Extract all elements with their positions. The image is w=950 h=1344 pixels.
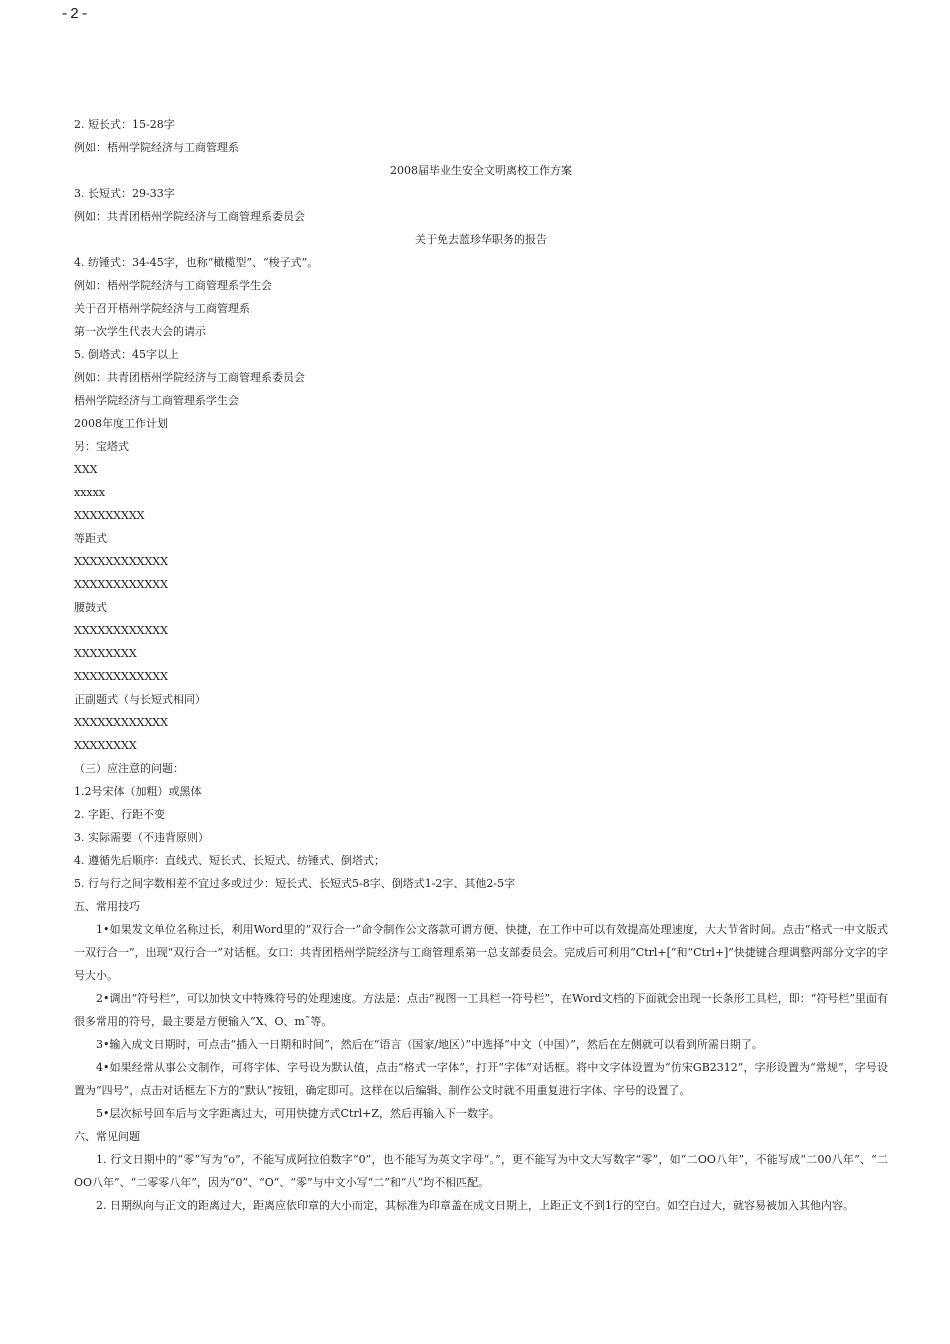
section-heading: 六、常见问题	[74, 1130, 140, 1143]
text-line: 另：宝塔式	[74, 440, 129, 453]
text-line: （三）应注意的问题：	[74, 762, 184, 775]
text-line: xxxxx	[74, 486, 106, 499]
text-line: 1.2号宋体（加粗）或黑体	[74, 785, 202, 798]
tip-paragraph: 5•层次标号回车后与文字距离过大，可用快捷方式Ctrl+Z，然后再输入下一数字。	[96, 1107, 500, 1120]
text-line: 3. 长短式：29-33字	[74, 187, 175, 200]
tip-paragraph: 2•调出“符号栏”，可以加快文中特殊符号的处理速度。方法是：点击“视图一工具栏一符号栏”，在Word文档的下面就会出现一长条形工具栏，即：“符号栏”里面有很多常用的符号，最主要是方便输入“X、O、m˜等。	[74, 992, 888, 1028]
text-line: 例如：梧州学院经济与工商管理系学生会	[74, 279, 272, 292]
section-heading: 五、常用技巧	[74, 900, 140, 913]
text-line: XXXXXXXXXXXX	[74, 578, 168, 591]
tip-paragraph: 3•输入成文日期时，可点击“插入一日期和时间”，然后在“语言（国家/地区）”中选择“中文（中国）”，然后在左侧就可以看到所需日期了。	[96, 1038, 763, 1051]
text-line: 关于召开梧州学院经济与工商管理系	[74, 302, 250, 315]
text-line: XXXXXXXXXXXX	[74, 670, 168, 683]
tip-paragraph: 4•如果经常从事公文制作，可将字体、字号设为默认值，点击“格式一字体”，打开“字体”对话框。将中文字体设置为“仿宋GB2312”，字形设置为“常规”，字号设置为“四号”，点击对话框左下方的“默认”按钮，确定即可。这样在以后编辑、制作公文时就不用重复进行字体、字号的设置了。	[74, 1061, 888, 1097]
issue-paragraph: 1. 行文日期中的“零”写为“o”，不能写成阿拉伯数字“0”，也不能写为英文字母“。”，更不能写为中文大写数字“零”，如“二OO八年”，不能写成“二00八年”、“二OO八年”、“二零零八年”，因为“0”、“O”、“零”与中文小写“二”和“八”均不相匹配。	[74, 1153, 888, 1189]
text-line: 2008年度工作计划	[74, 417, 168, 430]
text-line: XXXXXXXXXXXX	[74, 716, 168, 729]
text-line: XXXXXXXXXXXX	[74, 624, 168, 637]
text-line: XXXXXXXXXXXX	[74, 555, 168, 568]
text-line: 例如：梧州学院经济与工商管理系	[74, 141, 239, 154]
text-line: XXXXXXXX	[74, 739, 137, 752]
text-line: XXXXXXXXX	[74, 509, 145, 522]
example-title-line: 关于免去蓝珍华职务的报告	[415, 233, 547, 246]
text-line: 3. 实际需要（不违背原则）	[74, 831, 209, 844]
text-line: 2. 短长式：15-28字	[74, 118, 175, 131]
text-line: 梧州学院经济与工商管理系学生会	[74, 394, 239, 407]
text-line: 例如：共青团梧州学院经济与工商管理系委员会	[74, 371, 305, 384]
text-line: 2. 字距、行距不变	[74, 808, 165, 821]
text-line: XXX	[74, 463, 98, 476]
text-line: 腰鼓式	[74, 601, 107, 614]
text-line: XXXXXXXX	[74, 647, 137, 660]
issue-paragraph: 2. 日期纵向与正文的距离过大，距离应依印章的大小而定，其标准为印章盖在成文日期上，上距正文不到1行的空白。如空白过大，就容易被加入其他内容。	[96, 1199, 854, 1212]
text-line: 等距式	[74, 532, 107, 545]
text-line: 第一次学生代表大会的请示	[74, 325, 206, 338]
text-line: 例如：共青团梧州学院经济与工商管理系委员会	[74, 210, 305, 223]
document-body	[74, 113, 888, 1217]
text-line: 4. 遵循先后顺序：直线式、短长式、长短式、纺锤式、倒塔式；	[74, 854, 385, 867]
example-title-line: 2008届毕业生安全文明离校工作方案	[390, 164, 572, 177]
tip-paragraph: 1•如果发文单位名称过长，利用Word里的“双行合一”命令制作公文落款可谓方便、快捷，在工作中可以有效提高处理速度，大大节省时间。点击“格式一中文版式一双行合一”，出现“双行合一”对话框。女口：共青团梧州学院经济与工商管理系第一总支部委员会。完成后可利用“Ctrl+[”和“Ctrl+]”快捷键合理调整两部分文字的字号大小。	[74, 923, 888, 982]
text-line: 5. 倒塔式：45字以上	[74, 348, 179, 361]
text-line: 正副题式（与长短式相同）	[74, 693, 206, 706]
text-line: 4. 纺锤式：34-45字，也称“橄榄型”、“梭子式”。	[74, 256, 319, 269]
text-line: 5. 行与行之间字数相差不宜过多或过少：短长式、长短式5-8字、倒塔式1-2字、其他2-5字	[74, 877, 516, 890]
page-number: -2-	[60, 6, 91, 23]
